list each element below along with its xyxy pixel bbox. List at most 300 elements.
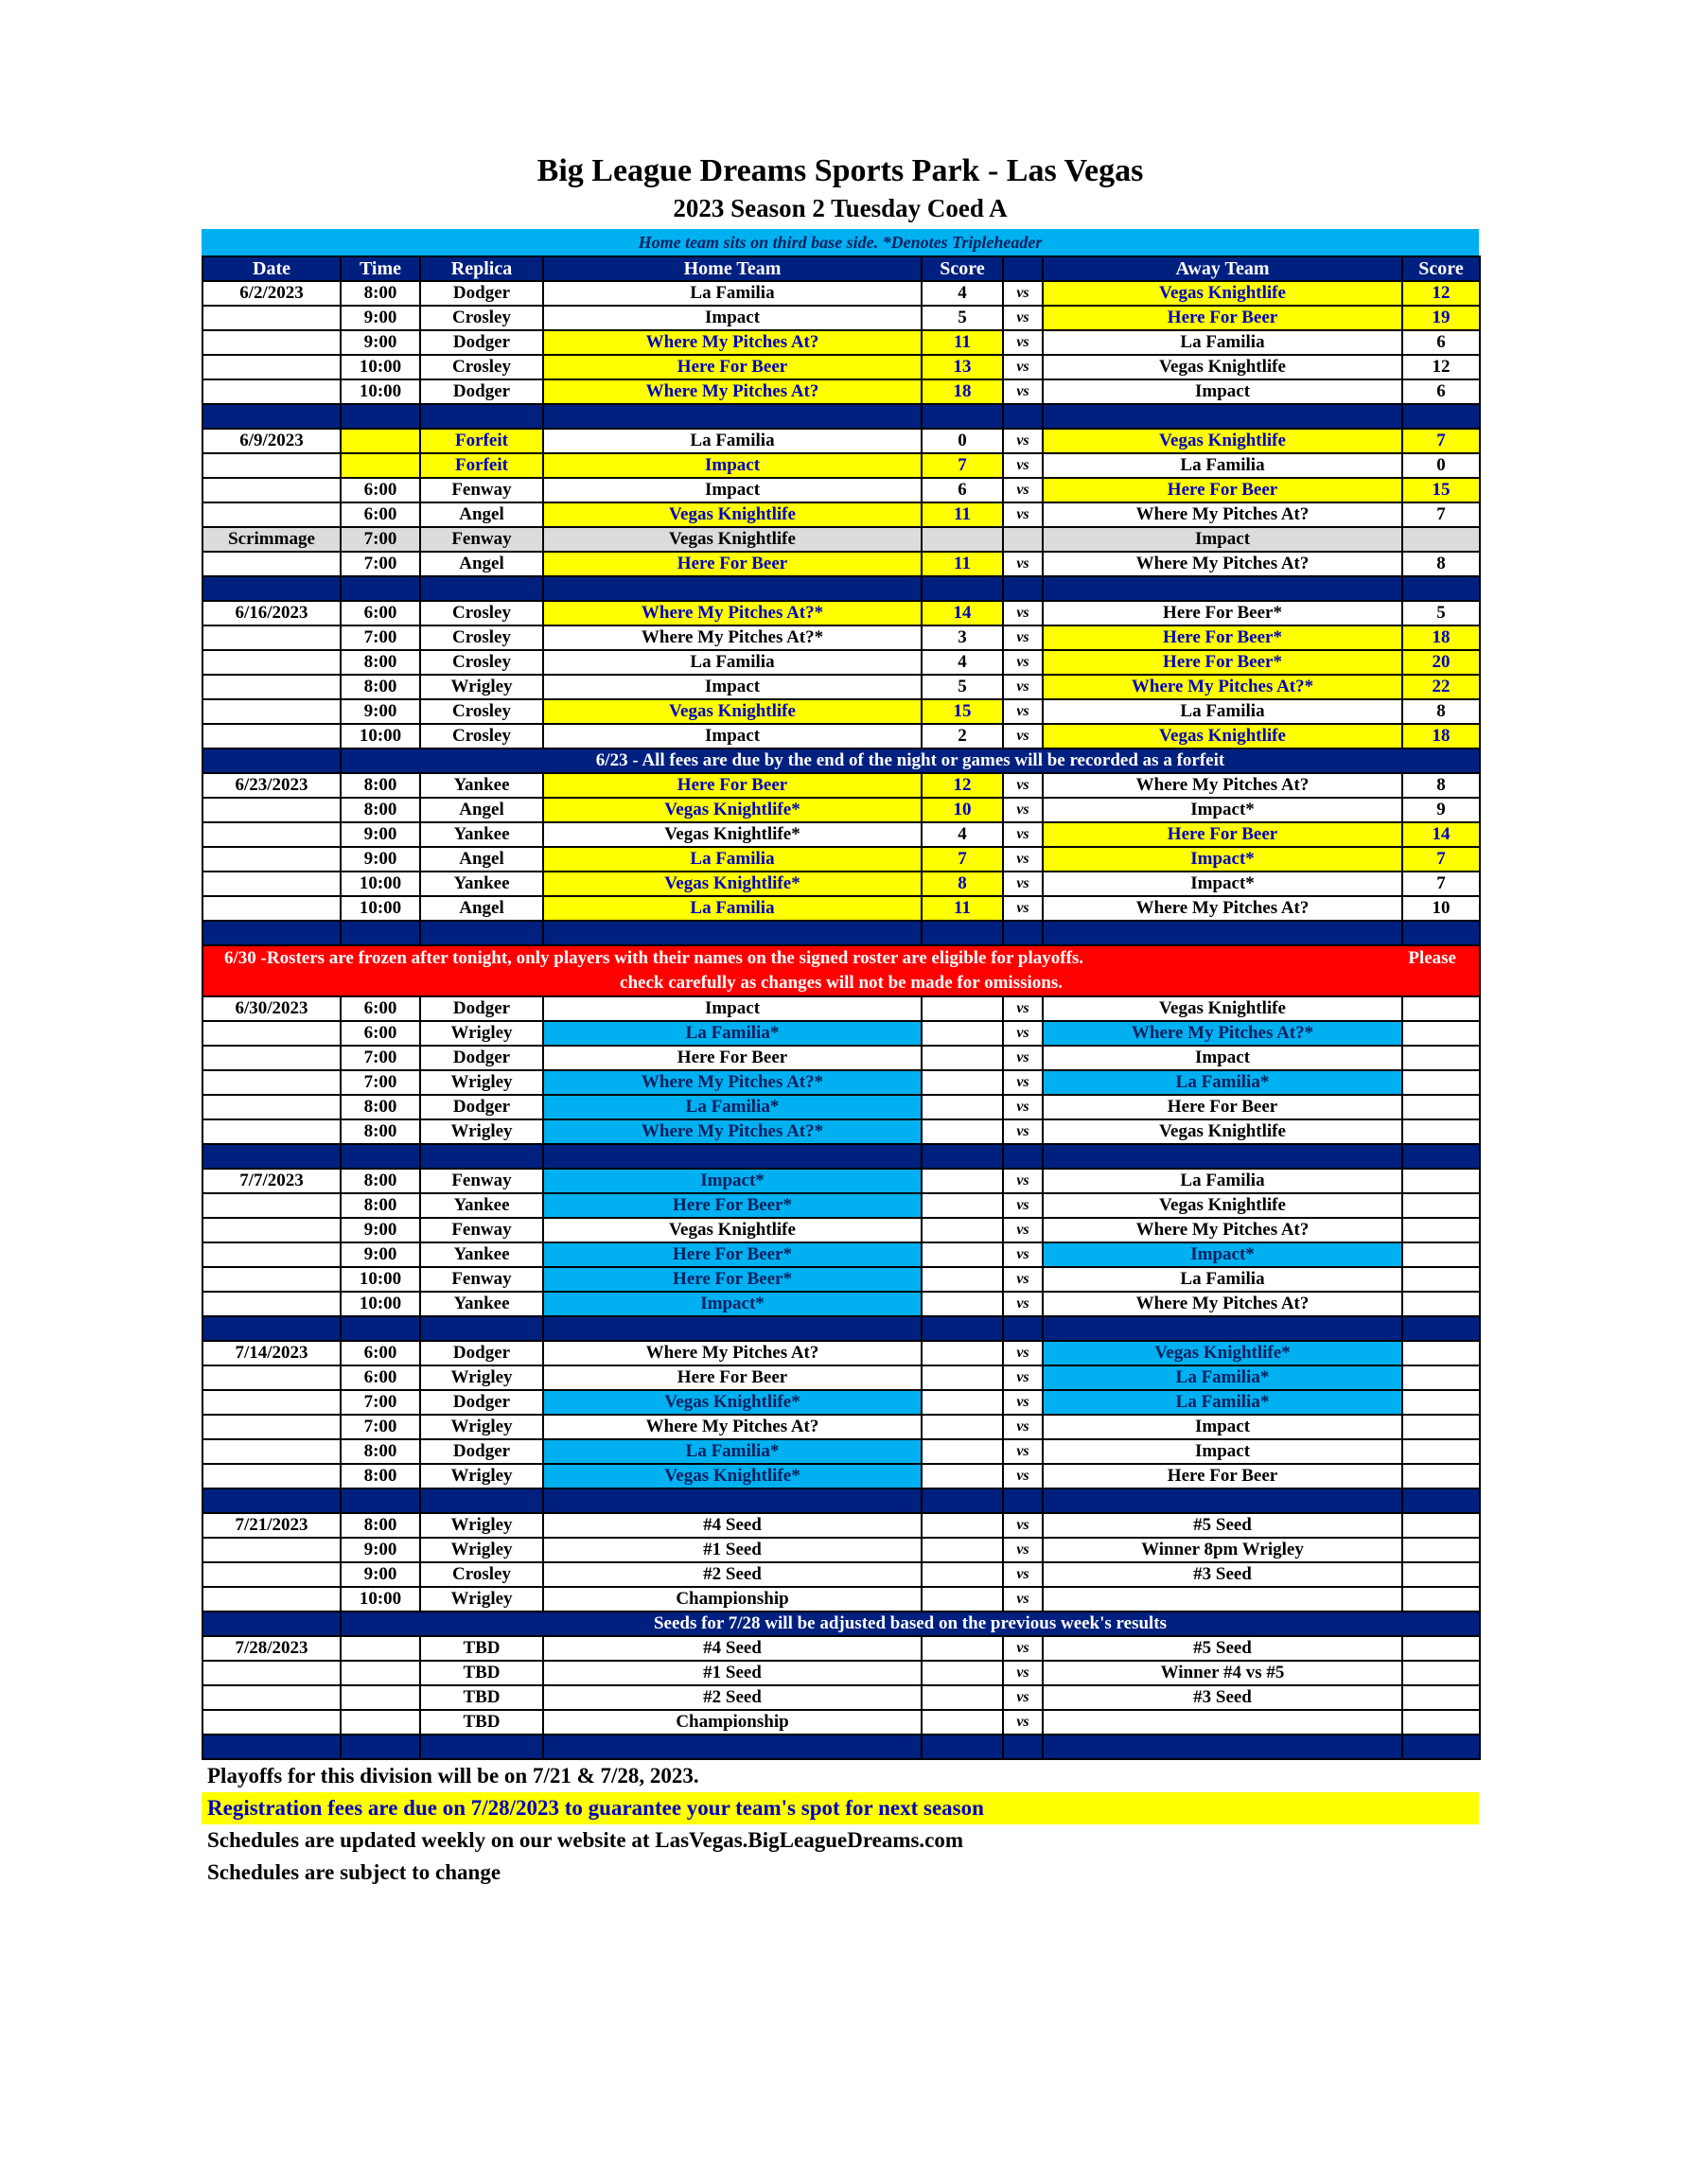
game-row <box>202 872 1480 896</box>
vs-cell: vs <box>1003 601 1043 625</box>
vs-cell: vs <box>1003 996 1043 1021</box>
divider-cell <box>420 1735 543 1759</box>
vs-cell: vs <box>1003 306 1043 330</box>
game-row <box>202 1169 1480 1193</box>
away-score-cell: 22 <box>1402 675 1480 699</box>
header-away-score: Score <box>1402 256 1480 281</box>
game-row <box>202 1292 1480 1316</box>
vs-cell: vs <box>1003 675 1043 699</box>
away-team-cell: La Familia <box>1043 330 1402 355</box>
vs-cell: vs <box>1003 872 1043 896</box>
home-score-cell: 5 <box>922 675 1003 699</box>
divider-cell <box>922 921 1003 945</box>
home-team-cell: La Familia* <box>543 1439 922 1464</box>
home-score-cell <box>922 1341 1003 1365</box>
home-score-cell <box>922 1193 1003 1218</box>
home-score-cell: 4 <box>922 650 1003 675</box>
vs-cell: vs <box>1003 1710 1043 1735</box>
vs-cell: vs <box>1003 379 1043 404</box>
section-divider <box>202 404 1480 429</box>
time-cell: 7:00 <box>341 625 420 650</box>
home-score-cell <box>922 1390 1003 1415</box>
divider-cell <box>202 1144 341 1169</box>
divider-cell <box>1043 576 1402 601</box>
away-team-cell: #3 Seed <box>1043 1562 1402 1587</box>
home-team-cell: Impact <box>543 306 922 330</box>
home-score-cell <box>922 1070 1003 1095</box>
away-team-cell: Impact* <box>1043 798 1402 822</box>
replica-cell: Fenway <box>420 1218 543 1242</box>
replica-cell: Crosley <box>420 306 543 330</box>
date-cell <box>202 502 341 527</box>
home-team-cell: Championship <box>543 1710 922 1735</box>
date-cell <box>202 1587 341 1612</box>
divider-cell <box>202 404 341 429</box>
replica-cell: Crosley <box>420 625 543 650</box>
replica-cell: Wrigley <box>420 1587 543 1612</box>
date-cell: 6/23/2023 <box>202 773 341 798</box>
game-row <box>202 453 1480 478</box>
home-score-cell <box>922 1464 1003 1488</box>
replica-cell: Angel <box>420 847 543 872</box>
replica-cell: Wrigley <box>420 1070 543 1095</box>
divider-cell <box>202 576 341 601</box>
home-team-cell: Here For Beer* <box>543 1267 922 1292</box>
time-cell: 10:00 <box>341 1267 420 1292</box>
away-team-cell: Here For Beer <box>1043 306 1402 330</box>
time-cell: 7:00 <box>341 1415 420 1439</box>
away-score-cell <box>1402 1562 1480 1587</box>
vs-cell: vs <box>1003 1242 1043 1267</box>
home-score-cell <box>922 1685 1003 1710</box>
away-team-cell: Winner 8pm Wrigley <box>1043 1538 1402 1562</box>
home-team-cell: Impact <box>543 996 922 1021</box>
home-score-cell <box>922 1218 1003 1242</box>
home-score-cell <box>922 1242 1003 1267</box>
home-team-cell: Impact <box>543 453 922 478</box>
vs-cell: vs <box>1003 502 1043 527</box>
home-team-cell: Where My Pitches At?* <box>543 1070 922 1095</box>
home-team-cell: La Familia <box>543 847 922 872</box>
home-score-cell: 15 <box>922 699 1003 724</box>
time-cell: 7:00 <box>341 527 420 552</box>
divider-cell <box>543 404 922 429</box>
away-score-cell <box>1402 1685 1480 1710</box>
vs-cell: vs <box>1003 896 1043 921</box>
home-team-cell: #1 Seed <box>543 1538 922 1562</box>
home-score-cell <box>922 1562 1003 1587</box>
divider-cell <box>1402 921 1480 945</box>
divider-cell <box>420 1316 543 1341</box>
home-team-cell: Vegas Knightlife <box>543 699 922 724</box>
away-score-cell: 5 <box>1402 601 1480 625</box>
home-team-cell: Impact* <box>543 1292 922 1316</box>
away-team-cell: #5 Seed <box>1043 1636 1402 1661</box>
vs-cell: vs <box>1003 1587 1043 1612</box>
divider-cell <box>543 1735 922 1759</box>
home-team-cell: Vegas Knightlife <box>543 527 922 552</box>
date-cell <box>202 1661 341 1685</box>
game-row <box>202 773 1480 798</box>
game-row <box>202 355 1480 379</box>
game-row <box>202 1095 1480 1119</box>
time-cell: 10:00 <box>341 379 420 404</box>
away-team-cell: Impact <box>1043 1415 1402 1439</box>
away-score-cell: 9 <box>1402 798 1480 822</box>
divider-cell <box>1402 1144 1480 1169</box>
divider-cell <box>341 1144 420 1169</box>
date-cell <box>202 1021 341 1046</box>
date-cell: 7/28/2023 <box>202 1636 341 1661</box>
home-score-cell <box>922 1538 1003 1562</box>
home-team-cell: Here For Beer <box>543 773 922 798</box>
vs-cell: vs <box>1003 1218 1043 1242</box>
home-score-cell: 11 <box>922 552 1003 576</box>
vs-cell: vs <box>1003 1636 1043 1661</box>
home-score-cell <box>922 1169 1003 1193</box>
home-score-cell: 4 <box>922 822 1003 847</box>
date-cell <box>202 478 341 502</box>
banner-text: 6/23 - All fees are due by the end of the night or games will be recorded as a forfeit <box>341 749 1480 773</box>
divider-cell <box>543 576 922 601</box>
time-cell: 9:00 <box>341 1242 420 1267</box>
game-row <box>202 379 1480 404</box>
replica-cell: Fenway <box>420 478 543 502</box>
vs-cell: vs <box>1003 429 1043 453</box>
game-row <box>202 699 1480 724</box>
away-team-cell: Where My Pitches At?* <box>1043 1021 1402 1046</box>
away-score-cell <box>1402 1439 1480 1464</box>
game-row <box>202 1513 1480 1538</box>
replica-cell: Dodger <box>420 379 543 404</box>
replica-cell: Dodger <box>420 996 543 1021</box>
vs-cell: vs <box>1003 625 1043 650</box>
away-team-cell: Winner #4 vs #5 <box>1043 1661 1402 1685</box>
away-score-cell: 6 <box>1402 379 1480 404</box>
divider-cell <box>202 921 341 945</box>
home-team-cell: Where My Pitches At?* <box>543 601 922 625</box>
game-row <box>202 1365 1480 1390</box>
home-score-cell <box>922 1267 1003 1292</box>
vs-cell: vs <box>1003 847 1043 872</box>
time-cell: 6:00 <box>341 601 420 625</box>
game-row <box>202 1439 1480 1464</box>
away-team-cell: Impact* <box>1043 847 1402 872</box>
game-row <box>202 1070 1480 1095</box>
replica-cell: Forfeit <box>420 429 543 453</box>
away-score-cell: 8 <box>1402 699 1480 724</box>
replica-cell: Dodger <box>420 330 543 355</box>
header-home-team: Home Team <box>543 256 922 281</box>
divider-cell <box>543 1488 922 1513</box>
date-cell <box>202 1046 341 1070</box>
away-score-cell: 7 <box>1402 429 1480 453</box>
date-cell <box>202 1193 341 1218</box>
vs-cell: vs <box>1003 1390 1043 1415</box>
header-vs <box>1003 256 1043 281</box>
replica-cell: Yankee <box>420 872 543 896</box>
home-score-cell <box>922 1636 1003 1661</box>
away-score-cell <box>1402 1513 1480 1538</box>
away-score-cell <box>1402 1292 1480 1316</box>
away-score-cell <box>1402 1341 1480 1365</box>
divider-cell <box>1003 1144 1043 1169</box>
divider-cell <box>420 1144 543 1169</box>
away-team-cell: La Familia <box>1043 453 1402 478</box>
game-row <box>202 1119 1480 1144</box>
time-cell: 9:00 <box>341 330 420 355</box>
time-cell: 10:00 <box>341 896 420 921</box>
date-cell <box>202 847 341 872</box>
replica-cell: Yankee <box>420 1193 543 1218</box>
away-team-cell: Vegas Knightlife <box>1043 996 1402 1021</box>
section-divider <box>202 1144 1480 1169</box>
home-score-cell: 11 <box>922 502 1003 527</box>
replica-cell: Crosley <box>420 355 543 379</box>
time-cell <box>341 1636 420 1661</box>
game-row <box>202 527 1480 552</box>
footer-playoffs: Playoffs for this division will be on 7/21 & 7/28, 2023. <box>207 1764 699 1788</box>
away-team-cell: Where My Pitches At? <box>1043 896 1402 921</box>
divider-cell <box>1402 576 1480 601</box>
game-row <box>202 1046 1480 1070</box>
notice-banner <box>202 749 1480 773</box>
away-score-cell <box>1402 527 1480 552</box>
divider-cell <box>420 1488 543 1513</box>
away-team-cell: Vegas Knightlife <box>1043 1193 1402 1218</box>
divider-cell <box>1003 921 1043 945</box>
home-score-cell: 2 <box>922 724 1003 749</box>
vs-cell: vs <box>1003 355 1043 379</box>
divider-cell <box>1003 404 1043 429</box>
game-row <box>202 1267 1480 1292</box>
divider-cell <box>420 576 543 601</box>
home-team-cell: Vegas Knightlife* <box>543 872 922 896</box>
home-score-cell: 10 <box>922 798 1003 822</box>
home-team-cell: La Familia <box>543 650 922 675</box>
home-score-cell <box>922 1095 1003 1119</box>
away-score-cell: 15 <box>1402 478 1480 502</box>
away-team-cell: La Familia* <box>1043 1070 1402 1095</box>
away-score-cell: 18 <box>1402 625 1480 650</box>
time-cell: 6:00 <box>341 1365 420 1390</box>
home-team-cell: Impact <box>543 724 922 749</box>
home-score-cell: 11 <box>922 330 1003 355</box>
home-team-cell: Impact <box>543 478 922 502</box>
home-score-cell: 11 <box>922 896 1003 921</box>
replica-cell: Forfeit <box>420 453 543 478</box>
game-row <box>202 650 1480 675</box>
replica-cell: TBD <box>420 1685 543 1710</box>
game-row <box>202 1341 1480 1365</box>
away-team-cell: #5 Seed <box>1043 1513 1402 1538</box>
home-team-cell: Here For Beer* <box>543 1193 922 1218</box>
vs-cell: vs <box>1003 1562 1043 1587</box>
date-cell <box>202 650 341 675</box>
game-row <box>202 896 1480 921</box>
vs-cell: vs <box>1003 330 1043 355</box>
home-score-cell: 12 <box>922 773 1003 798</box>
replica-cell: Wrigley <box>420 1415 543 1439</box>
date-cell <box>202 379 341 404</box>
game-row <box>202 429 1480 453</box>
away-score-cell: 6 <box>1402 330 1480 355</box>
home-team-cell: La Familia <box>543 281 922 306</box>
vs-cell: vs <box>1003 773 1043 798</box>
replica-cell: Crosley <box>420 724 543 749</box>
home-score-cell <box>922 1587 1003 1612</box>
home-team-cell: Vegas Knightlife* <box>543 1390 922 1415</box>
game-row <box>202 1661 1480 1685</box>
game-row <box>202 601 1480 625</box>
time-cell: 9:00 <box>341 306 420 330</box>
banner-spacer <box>202 749 341 773</box>
home-score-cell <box>922 1119 1003 1144</box>
home-score-cell <box>922 527 1003 552</box>
vs-cell: vs <box>1003 453 1043 478</box>
away-score-cell <box>1402 1193 1480 1218</box>
home-score-cell <box>922 1021 1003 1046</box>
date-cell <box>202 1095 341 1119</box>
vs-cell <box>1003 527 1043 552</box>
date-cell <box>202 1464 341 1488</box>
replica-cell: Yankee <box>420 1292 543 1316</box>
time-cell: 9:00 <box>341 822 420 847</box>
replica-cell: Crosley <box>420 1562 543 1587</box>
date-cell <box>202 552 341 576</box>
time-cell: 8:00 <box>341 1095 420 1119</box>
footer-subject-to-change: Schedules are subject to change <box>207 1860 501 1884</box>
date-cell <box>202 724 341 749</box>
replica-cell: Angel <box>420 552 543 576</box>
divider-cell <box>202 1316 341 1341</box>
vs-cell: vs <box>1003 1021 1043 1046</box>
divider-cell <box>1402 404 1480 429</box>
date-cell: 7/7/2023 <box>202 1169 341 1193</box>
home-team-cell: Championship <box>543 1587 922 1612</box>
replica-cell: Fenway <box>420 1169 543 1193</box>
away-team-cell: Where My Pitches At? <box>1043 502 1402 527</box>
divider-cell <box>1043 404 1402 429</box>
home-team-cell: Where My Pitches At? <box>543 1341 922 1365</box>
home-team-cell: Here For Beer <box>543 552 922 576</box>
divider-cell <box>1043 1316 1402 1341</box>
time-cell: 6:00 <box>341 1341 420 1365</box>
section-divider <box>202 576 1480 601</box>
date-cell: 6/9/2023 <box>202 429 341 453</box>
away-team-cell: Impact <box>1043 1439 1402 1464</box>
divider-cell <box>341 1316 420 1341</box>
date-cell: 6/16/2023 <box>202 601 341 625</box>
replica-cell: Dodger <box>420 1390 543 1415</box>
away-score-cell <box>1402 1119 1480 1144</box>
game-row <box>202 330 1480 355</box>
home-team-cell: #2 Seed <box>543 1685 922 1710</box>
away-team-cell: La Familia <box>1043 1267 1402 1292</box>
away-team-cell: Impact <box>1043 379 1402 404</box>
away-score-cell <box>1402 1538 1480 1562</box>
divider-cell <box>922 1735 1003 1759</box>
roster-freeze-notice <box>202 945 1480 996</box>
away-score-cell <box>1402 1070 1480 1095</box>
home-team-cell: Vegas Knightlife <box>543 502 922 527</box>
home-score-cell: 3 <box>922 625 1003 650</box>
time-cell: 6:00 <box>341 996 420 1021</box>
away-team-cell: Impact <box>1043 1046 1402 1070</box>
replica-cell: Angel <box>420 896 543 921</box>
away-score-cell: 18 <box>1402 724 1480 749</box>
divider-cell <box>1043 1144 1402 1169</box>
replica-cell: Wrigley <box>420 1464 543 1488</box>
date-cell <box>202 896 341 921</box>
home-team-cell: Where My Pitches At? <box>543 330 922 355</box>
divider-cell <box>341 921 420 945</box>
home-team-cell: Where My Pitches At? <box>543 1415 922 1439</box>
away-score-cell <box>1402 996 1480 1021</box>
away-team-cell <box>1043 1710 1402 1735</box>
away-team-cell: Where My Pitches At? <box>1043 773 1402 798</box>
away-score-cell <box>1402 1390 1480 1415</box>
game-row <box>202 281 1480 306</box>
time-cell: 8:00 <box>341 1464 420 1488</box>
date-cell: 6/2/2023 <box>202 281 341 306</box>
vs-cell: vs <box>1003 1365 1043 1390</box>
away-team-cell: Impact* <box>1043 1242 1402 1267</box>
home-team-cell: Vegas Knightlife* <box>543 1464 922 1488</box>
home-score-cell: 18 <box>922 379 1003 404</box>
away-score-cell: 0 <box>1402 453 1480 478</box>
page-subtitle: 2023 Season 2 Tuesday Coed A <box>673 194 1008 222</box>
divider-cell <box>341 404 420 429</box>
vs-cell: vs <box>1003 1070 1043 1095</box>
date-cell <box>202 1390 341 1415</box>
time-cell: 8:00 <box>341 650 420 675</box>
divider-cell <box>1043 1735 1402 1759</box>
time-cell: 8:00 <box>341 1439 420 1464</box>
game-row <box>202 996 1480 1021</box>
date-cell: 7/14/2023 <box>202 1341 341 1365</box>
notice-cell <box>202 945 1480 996</box>
date-cell <box>202 798 341 822</box>
divider-cell <box>543 1316 922 1341</box>
home-team-cell: La Familia <box>543 896 922 921</box>
home-score-cell <box>922 1415 1003 1439</box>
away-team-cell: Here For Beer <box>1043 1095 1402 1119</box>
home-score-cell <box>922 996 1003 1021</box>
time-cell: 8:00 <box>341 1169 420 1193</box>
divider-cell <box>420 404 543 429</box>
vs-cell: vs <box>1003 1267 1043 1292</box>
home-score-cell: 14 <box>922 601 1003 625</box>
banner-spacer <box>202 1612 341 1636</box>
divider-cell <box>1402 1488 1480 1513</box>
away-score-cell <box>1402 1169 1480 1193</box>
replica-cell: Wrigley <box>420 1365 543 1390</box>
away-team-cell: Vegas Knightlife <box>1043 429 1402 453</box>
replica-cell: Yankee <box>420 1242 543 1267</box>
home-score-cell: 6 <box>922 478 1003 502</box>
home-team-note: Home team sits on third base side. *Denotes Tripleheader <box>202 229 1479 255</box>
away-team-cell: Impact <box>1043 527 1402 552</box>
replica-cell: TBD <box>420 1661 543 1685</box>
divider-cell <box>1003 1735 1043 1759</box>
vs-cell: vs <box>1003 1415 1043 1439</box>
home-team-cell: Vegas Knightlife <box>543 1218 922 1242</box>
game-row <box>202 1562 1480 1587</box>
time-cell: 9:00 <box>341 1562 420 1587</box>
away-score-cell: 10 <box>1402 896 1480 921</box>
game-row <box>202 1218 1480 1242</box>
